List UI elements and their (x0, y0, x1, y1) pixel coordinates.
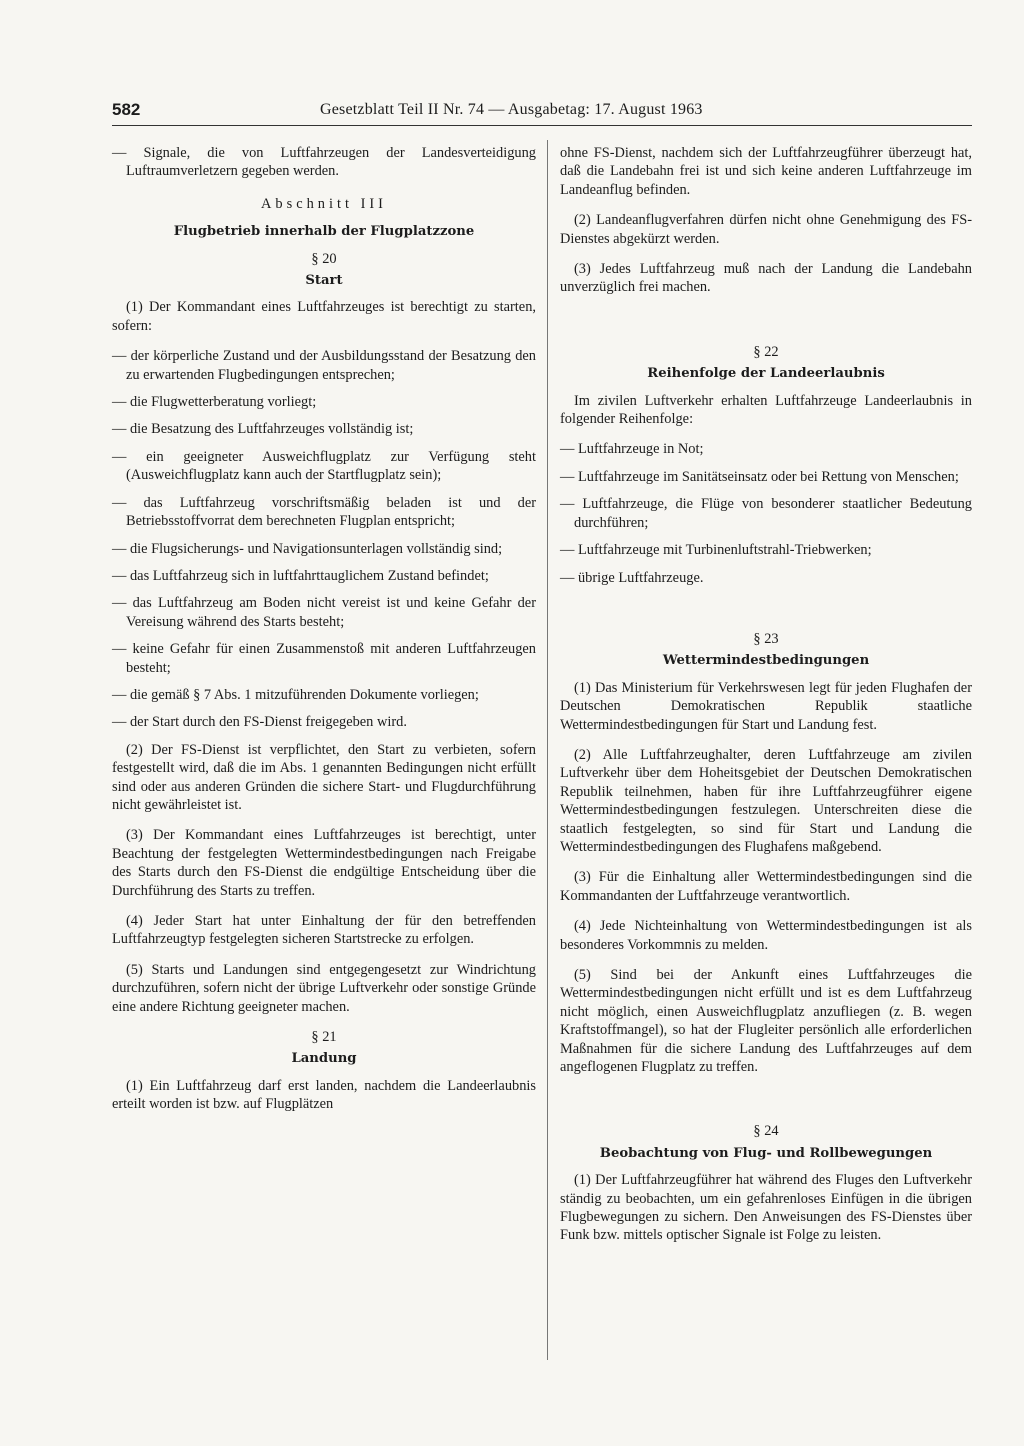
paragraph-number-21: § 21 (311, 1029, 337, 1046)
p22-intro: Im zivilen Luftverkehr erhalten Luftfahrzeuge Landeerlaubnis in folgender Reihenfolge: (560, 392, 972, 428)
list-item: — das Luftfahrzeug vorschriftsmäßig beladen ist und der Betriebsstoffvorrat dem berechneten Flugplan entspricht; (112, 494, 536, 530)
paragraph-number-23: § 23 (753, 630, 779, 647)
p20-4: (4) Jeder Start hat unter Einhaltung der für den betreffenden Luftfahrzeugtyp festgelegten sicheren Startstrecke zu erfolgen. (112, 913, 536, 948)
paragraph-number-22: § 22 (753, 343, 779, 360)
intro-list-item: — Signale, die von Luftfahrzeugen der Landesverteidigung Luftraumverletzern gegeben werden. (112, 145, 536, 180)
p23-3: (3) Für die Einhaltung aller Wettermindestbedingungen sind die Kommandanten der Luftfahrzeuge verantwortlich. (560, 869, 972, 904)
section-title: Flugbetrieb innerhalb der Flugplatzzone (173, 224, 475, 240)
right-column (560, 144, 972, 1257)
column-divider (547, 140, 548, 1360)
list-item: — das Luftfahrzeug am Boden nicht vereist ist und keine Gefahr der Vereisung während des Starts besteht; (112, 595, 536, 630)
section-label: Abschnitt III (261, 195, 387, 212)
list-item: — ein geeigneter Ausweichflugplatz zur Verfügung steht (Ausweichflugplatz kann auch der Startflugplatz sein); (112, 448, 536, 484)
list-item: — Luftfahrzeuge im Sanitätseinsatz oder bei Rettung von Menschen; (560, 468, 959, 485)
p21-2: (2) Landeanflugverfahren dürfen nicht ohne Genehmigung des FS-Dienstes abgekürzt werden. (560, 212, 972, 247)
list-item: — der Start durch den FS-Dienst freigegeben wird. (112, 714, 407, 731)
list-item: — die gemäß § 7 Abs. 1 mitzuführenden Dokumente vorliegen; (112, 686, 479, 703)
list-item: — die Flugwetterberatung vorliegt; (112, 394, 317, 411)
list-item: — die Flugsicherungs- und Navigationsunterlagen vollständig sind; (112, 540, 503, 557)
header-title: Gesetzblatt Teil II Nr. 74 — Ausgabetag: 17. August 1963 (320, 101, 703, 118)
p23-5: (5) Sind bei der Ankunft eines Luftfahrzeuges die Wettermindestbedingungen nicht erfüllt und ist es dem Luftfahrzeug nicht möglich, einen Ausweichflugplatz anzufliegen (z. B. wegen Kraftstoffmangel), so hat der Flugleiter persönlich alle erforderlichen Maßnahmen für die sichere Landung des Luftfahrzeuges auf dem angeflogenen Flugplatz zu treffen. (560, 967, 972, 1076)
p20-2: (2) Der FS-Dienst ist verpflichtet, den Start zu verbieten, sofern festgestellt wird, daß die im Abs. 1 genannten Bedingungen nicht erfüllt sind oder aus anderen Gründen die sichere Start- und Flugdurchführung nicht gewährleistet ist. (112, 741, 536, 813)
p21-1: (1) Ein Luftfahrzeug darf erst landen, nachdem die Landeerlaubnis erteilt worden ist bzw. auf Flugplätzen (112, 1077, 536, 1113)
spacer (560, 1088, 972, 1122)
p23-1: (1) Das Ministerium für Verkehrswesen legt für jeden Flughafen der Deutschen Demokratischen Republik staatliche Wettermindestbedingungen für Start und Landung fest. (560, 679, 972, 733)
list-item: — Luftfahrzeuge in Not; (560, 441, 704, 458)
page-number: 582 (112, 100, 141, 119)
paragraph-title-20: Start (305, 273, 343, 289)
paragraph-title-21: Landung (291, 1051, 357, 1067)
p20-1-intro: (1) Der Kommandant eines Luftfahrzeuges ist berechtigt zu starten, sofern: (112, 299, 536, 334)
list-item: — Luftfahrzeuge, die Flüge von besonderer staatlicher Bedeutung durchführen; (560, 496, 972, 531)
list-item: — das Luftfahrzeug sich in luftfahrttauglichem Zustand befindet; (112, 567, 489, 584)
list-item: — der körperliche Zustand und der Ausbildungsstand der Besatzung den zu erwartenden Flugbedingungen entsprechen; (112, 348, 536, 383)
paragraph-title-22: Reihenfolge der Landeerlaubnis (647, 366, 885, 382)
header-rule (112, 125, 972, 126)
list-item: — übrige Luftfahrzeuge. (560, 569, 704, 586)
paragraph-title-24: Beobachtung von Flug- und Rollbewegungen (599, 1145, 933, 1161)
spacer (560, 596, 972, 630)
p20-5: (5) Starts und Landungen sind entgegengesetzt zur Windrichtung durchzuführen, sofern nicht der übrige Luftverkehr oder sonstige Gründe eine andere Richtung geeigneter machen. (112, 961, 536, 1015)
spacer (560, 309, 972, 343)
paragraph-title-23: Wettermindestbedingungen (662, 653, 870, 669)
list-item: — die Besatzung des Luftfahrzeuges vollständig ist; (112, 421, 414, 438)
p24-1: (1) Der Luftfahrzeugführer hat während des Fluges den Luftverkehr ständig zu beobachten, um ein gefahrenloses Einfügen in die übrigen Flugbewegungen zu sichern. Den Anweisungen des FS-Dienstes über Funk bzw. mittels optischer Signale ist Folge zu leisten. (560, 1172, 972, 1244)
p21-3: (3) Jedes Luftfahrzeug muß nach der Landung die Landebahn unverzüglich frei machen. (560, 261, 972, 296)
paragraph-number-24: § 24 (753, 1123, 779, 1140)
p23-2: (2) Alle Luftfahrzeughalter, deren Luftfahrzeuge am zivilen Luftverkehr über dem Hoheitsgebiet der Deutschen Demokratischen Republik teilnehmen, haben für ihre Luftfahrzeugführer eigene Wettermindestbedingungen festzulegen. Unterschreiten diese die staatlich festgelegten, so sind für Start und Landung die Wettermindestbedingungen des Flughafens maßgebend. (560, 746, 972, 855)
p21-1-continued: ohne FS-Dienst, nachdem sich der Luftfahrzeugführer überzeugt hat, daß die Landebahn frei ist und sich keine anderen Luftfahrzeuge im Landeanflug befinden. (560, 145, 972, 198)
left-column (112, 144, 536, 1126)
p23-4: (4) Jede Nichteinhaltung von Wettermindestbedingungen ist als besonderes Vorkommnis zu melden. (560, 918, 972, 953)
paragraph-number-20: § 20 (311, 250, 337, 267)
list-item: — keine Gefahr für einen Zusammenstoß mit anderen Luftfahrzeugen besteht; (112, 641, 536, 676)
p20-3: (3) Der Kommandant eines Luftfahrzeuges ist berechtigt, unter Beachtung der festgelegten Wettermindestbedingungen nach Freigabe des Starts durch den FS-Dienst die endgültige Entscheidung über die Durchführung des Starts zu treffen. (112, 827, 536, 899)
list-item: — Luftfahrzeuge mit Turbinenluftstrahl-Triebwerken; (560, 542, 872, 559)
